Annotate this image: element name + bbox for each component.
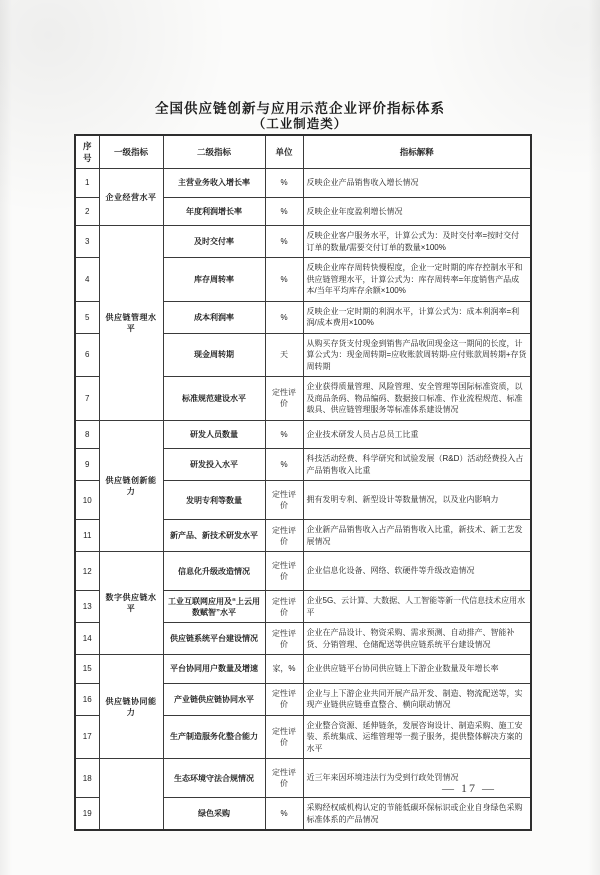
explanation-cell: 企业与上下游企业共同开展产品开发、制造、物流配送等，实现产业链供应链垂直整合、横向联动情况 xyxy=(303,683,531,715)
row-number: 4 xyxy=(75,258,99,302)
header-number: 序号 xyxy=(75,135,99,169)
explanation-cell: 反映企业产品销售收入增长情况 xyxy=(303,169,531,198)
explanation-cell: 企业信息化设备、网络、软硬件等升级改造情况 xyxy=(303,552,531,591)
level2-indicator-cell: 产业链供应链协同水平 xyxy=(163,683,265,715)
unit-cell: 天 xyxy=(265,333,303,377)
level1-indicator-cell: 供应链管理水平 xyxy=(99,226,163,421)
unit-cell: % xyxy=(265,449,303,481)
unit-cell: 定性评价 xyxy=(265,552,303,591)
explanation-cell: 企业在产品设计、物资采购、需求预测、自动排产、智能补货、分销管理、仓储配送等供应链系统平台建设情况 xyxy=(303,623,531,655)
unit-cell: 定性评价 xyxy=(265,481,303,520)
unit-cell: 定性评价 xyxy=(265,623,303,655)
level2-indicator-cell: 年度利润增长率 xyxy=(163,197,265,226)
unit-cell: % xyxy=(265,420,303,449)
row-number: 16 xyxy=(75,683,99,715)
explanation-cell: 企业技术研发人员占总员工比重 xyxy=(303,420,531,449)
row-number: 11 xyxy=(75,520,99,552)
table-body xyxy=(75,169,531,831)
level2-indicator-cell: 生产制造服务化整合能力 xyxy=(163,715,265,759)
level2-indicator-cell: 新产品、新技术研发水平 xyxy=(163,520,265,552)
header-level1-indicator: 一级指标 xyxy=(99,135,163,169)
row-number: 14 xyxy=(75,623,99,655)
explanation-cell: 反映企业客户服务水平，计算公式为：及时交付率=按时交付订单的数量/需要交付订单的数量×100% xyxy=(303,226,531,258)
level1-indicator-cell: 供应链协同能力 xyxy=(99,655,163,759)
unit-cell: % xyxy=(265,301,303,333)
unit-cell: 家，% xyxy=(265,655,303,684)
row-number: 2 xyxy=(75,197,99,226)
level2-indicator-cell: 发明专利等数量 xyxy=(163,481,265,520)
level1-indicator-cell xyxy=(99,759,163,831)
level2-indicator-cell: 生态环境守法合规情况 xyxy=(163,759,265,798)
level2-indicator-cell: 及时交付率 xyxy=(163,226,265,258)
level2-indicator-cell: 库存周转率 xyxy=(163,258,265,302)
level2-indicator-cell: 供应链系统平台建设情况 xyxy=(163,623,265,655)
row-number: 7 xyxy=(75,377,99,421)
level2-indicator-cell: 研发投入水平 xyxy=(163,449,265,481)
explanation-cell: 企业获得质量管理、风险管理、安全管理等国际标准资质，以及商品条码、物品编码、数据接口标准、作业流程规范、标准载具、供应链管理服务等标准体系建设情况 xyxy=(303,377,531,421)
row-number: 6 xyxy=(75,333,99,377)
level2-indicator-cell: 研发人员数量 xyxy=(163,420,265,449)
unit-cell: % xyxy=(265,226,303,258)
table-row xyxy=(75,655,531,684)
table-row xyxy=(75,169,531,198)
level2-indicator-cell: 现金周转期 xyxy=(163,333,265,377)
unit-cell: 定性评价 xyxy=(265,377,303,421)
table-row xyxy=(75,420,531,449)
explanation-cell: 拥有发明专利、新型设计等数量情况，以及业内影响力 xyxy=(303,481,531,520)
header-level2-indicator: 二级指标 xyxy=(163,135,265,169)
unit-cell: % xyxy=(265,197,303,226)
row-number: 3 xyxy=(75,226,99,258)
header-unit: 单位 xyxy=(265,135,303,169)
unit-cell: % xyxy=(265,258,303,302)
level2-indicator-cell: 标准规范建设水平 xyxy=(163,377,265,421)
table-header-row xyxy=(75,135,531,169)
indicator-table xyxy=(74,134,532,831)
level1-indicator-cell: 数字供应链水平 xyxy=(99,552,163,655)
level2-indicator-cell: 平台协同用户数量及增速 xyxy=(163,655,265,684)
unit-cell: 定性评价 xyxy=(265,520,303,552)
row-number: 10 xyxy=(75,481,99,520)
level2-indicator-cell: 绿色采购 xyxy=(163,798,265,831)
row-number: 8 xyxy=(75,420,99,449)
title-line-1: 全国供应链创新与应用示范企业评价指标体系 xyxy=(155,101,445,116)
level2-indicator-cell: 信息化升级改造情况 xyxy=(163,552,265,591)
unit-cell: 定性评价 xyxy=(265,683,303,715)
level1-indicator-cell: 供应链创新能力 xyxy=(99,420,163,552)
explanation-cell: 科技活动经费、科学研究和试验发展（R&D）活动经费投入占产品销售收入比重 xyxy=(303,449,531,481)
unit-cell: 定性评价 xyxy=(265,759,303,798)
page-number: — 17 — xyxy=(442,781,496,795)
row-number: 1 xyxy=(75,169,99,198)
row-number: 9 xyxy=(75,449,99,481)
explanation-cell: 企业整合资源、延伸链条，发展咨询设计、制造采购、施工安装、系统集成、运维管理等一揽子服务，提供整体解决方案的水平 xyxy=(303,715,531,759)
level2-indicator-cell: 成本利润率 xyxy=(163,301,265,333)
title-line-2: （工业制造类） xyxy=(252,117,348,131)
level2-indicator-cell: 主营业务收入增长率 xyxy=(163,169,265,198)
unit-cell: 定性评价 xyxy=(265,715,303,759)
row-number: 5 xyxy=(75,301,99,333)
explanation-cell: 企业新产品销售收入占产品销售收入比重，新技术、新工艺发展情况 xyxy=(303,520,531,552)
row-number: 12 xyxy=(75,552,99,591)
row-number: 17 xyxy=(75,715,99,759)
row-number: 15 xyxy=(75,655,99,684)
row-number: 19 xyxy=(75,798,99,831)
level1-indicator-cell: 企业经营水平 xyxy=(99,169,163,226)
explanation-cell: 反映企业年度盈利增长情况 xyxy=(303,197,531,226)
explanation-cell: 采购经权威机构认定的节能低碳环保标识或企业自身绿色采购标准体系的产品情况 xyxy=(303,798,531,831)
explanation-cell: 反映企业一定时期的利润水平，计算公式为：成本利润率=利润/成本费用×100% xyxy=(303,301,531,333)
explanation-cell: 反映企业库存周转快慢程度，企业一定时期的库存控制水平和供应链管理水平，计算公式为：库存周转率=年度销售产品成本/当年平均库存余额×100% xyxy=(303,258,531,302)
unit-cell: % xyxy=(265,798,303,831)
unit-cell: 定性评价 xyxy=(265,591,303,623)
explanation-cell: 近三年来因环境违法行为受到行政处罚情况 xyxy=(303,759,531,798)
header-explanation: 指标解释 xyxy=(303,135,531,169)
explanation-cell: 从购买存货支付现金到销售产品收回现金这一期间的长度，计算公式为：现金周转期=应收账款周转期-应付账款周转期+存货周转期 xyxy=(303,333,531,377)
table-row xyxy=(75,552,531,591)
row-number: 13 xyxy=(75,591,99,623)
table-row xyxy=(75,226,531,258)
row-number: 18 xyxy=(75,759,99,798)
document-title xyxy=(0,101,600,132)
unit-cell: % xyxy=(265,169,303,198)
explanation-cell: 企业供应链平台协同供应链上下游企业数量及年增长率 xyxy=(303,655,531,684)
level2-indicator-cell: 工业互联网应用及“上云用数赋智”水平 xyxy=(163,591,265,623)
explanation-cell: 企业5G、云计算、大数据、人工智能等新一代信息技术应用水平 xyxy=(303,591,531,623)
